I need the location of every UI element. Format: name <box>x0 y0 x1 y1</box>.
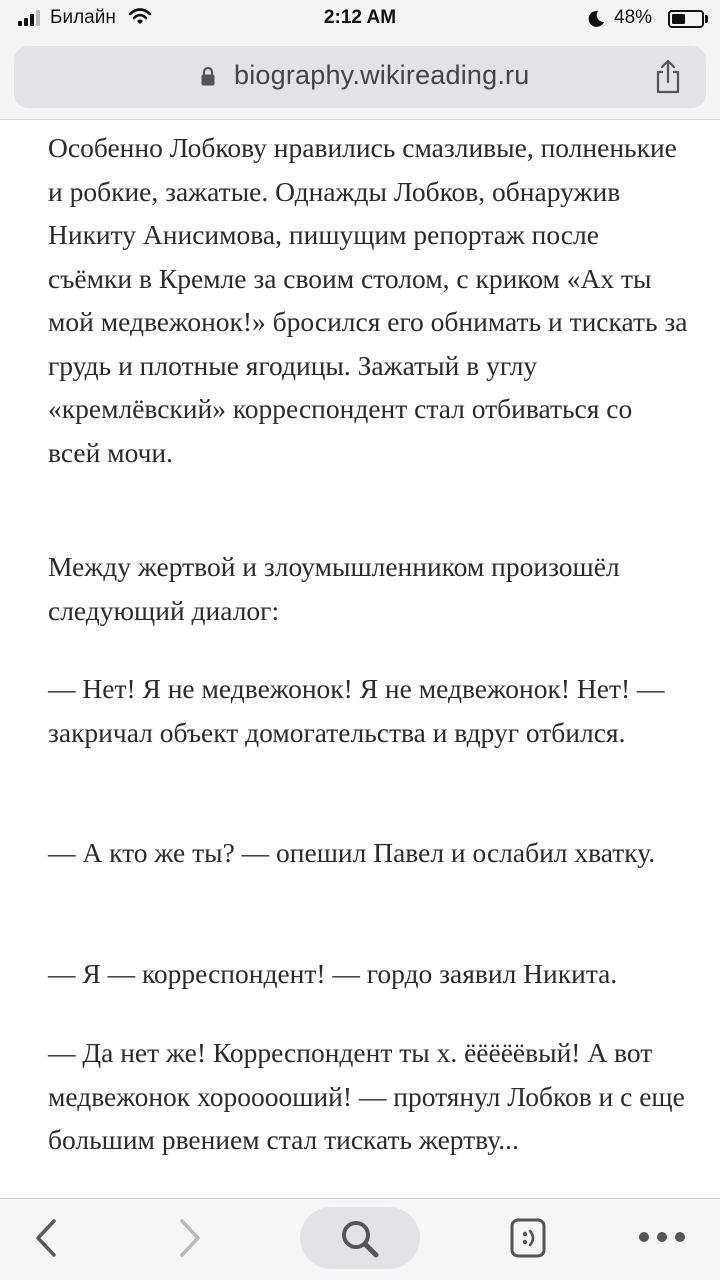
forward-button[interactable] <box>174 1217 206 1259</box>
browser-header <box>0 38 720 120</box>
clock-time: 2:12 AM <box>323 7 397 28</box>
article-paragraph: — Нет! Я не медвежонок! Я не медвежонок! Нет! — закричал объект домогательства и вдруг отбился. <box>48 673 665 748</box>
article-paragraph: — Да нет же! Корреспондент ты х. ёёёёёвый! А вот медвежонок хорооооший! — протянул Лобков и с еще большим рвением стал тискать жертву... <box>48 1037 685 1155</box>
share-icon[interactable] <box>654 58 682 94</box>
lock-icon <box>200 66 216 86</box>
battery-percent: 48% <box>614 7 653 28</box>
article-paragraph: — А кто же ты? — опешил Павел и ослабил хватку. <box>48 837 656 868</box>
article-content <box>0 120 720 1198</box>
more-button[interactable] <box>636 1229 688 1245</box>
tabs-button[interactable] <box>508 1215 548 1261</box>
do-not-disturb-moon-icon <box>586 8 606 28</box>
article-paragraph: Между жертвой и злоумышленником произошёл следующий диалог: <box>48 551 620 626</box>
search-icon <box>338 1218 382 1260</box>
browser-toolbar <box>0 1198 720 1280</box>
carrier-name: Билайн <box>50 7 116 28</box>
address-bar[interactable] <box>14 46 706 108</box>
back-button[interactable] <box>30 1217 62 1259</box>
battery-icon <box>668 10 704 28</box>
article-paragraph: — Я — корреспондент! — гордо заявил Никита. <box>48 958 618 989</box>
url-text[interactable]: biography.wikireading.ru <box>234 60 530 90</box>
search-button[interactable] <box>300 1207 420 1269</box>
battery-terminal <box>705 15 708 23</box>
article-paragraph: Особенно Лобкову нравились смазливые, полненькие и робкие, зажатые. Однажды Лобков, обнаружив Никиту Анисимова, пишущим репортаж после съёмки в Кремле за своим столом, с криком «Ах ты мой медвежонок!» бросился его обнимать и тискать за грудь и плотные ягодицы. Зажатый в углу «кремлёвский» корреспондент стал отбиваться со всей мочи. <box>48 132 688 468</box>
status-bar <box>0 0 720 38</box>
battery-level-fill <box>672 14 685 24</box>
